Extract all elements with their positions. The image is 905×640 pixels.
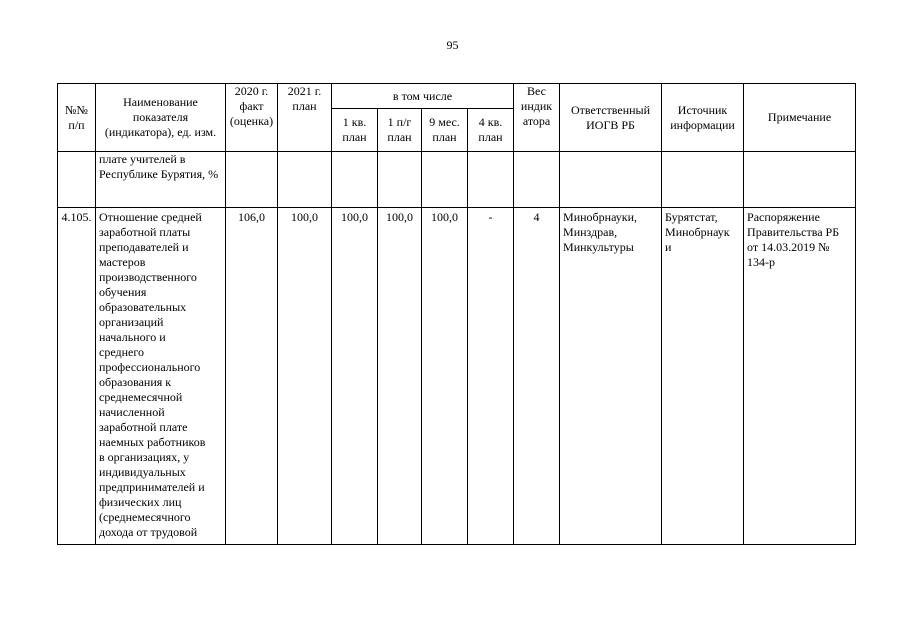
header-responsible: Ответственный ИОГВ РБ bbox=[560, 84, 662, 152]
row-0-plan bbox=[278, 152, 332, 208]
row-0-source bbox=[662, 152, 744, 208]
header-note: Примечание bbox=[744, 84, 856, 152]
row-1-responsible: Минобрнауки, Минздрав, Минкультуры bbox=[560, 208, 662, 545]
row-0-q1 bbox=[332, 152, 378, 208]
header-h1: 1 п/г план bbox=[378, 109, 422, 152]
header-source: Источник информации bbox=[662, 84, 744, 152]
row-1-num: 4.105. bbox=[58, 208, 96, 545]
header-num: №№ п/п bbox=[58, 84, 96, 152]
row-0-fact bbox=[226, 152, 278, 208]
row-1-h1: 100,0 bbox=[378, 208, 422, 545]
table-row bbox=[58, 208, 856, 545]
row-1-source: Бурятстат, Минобрнаук и bbox=[662, 208, 744, 545]
row-1-weight: 4 bbox=[514, 208, 560, 545]
header-q4: 4 кв. план bbox=[468, 109, 514, 152]
row-0-note bbox=[744, 152, 856, 208]
row-0-m9 bbox=[422, 152, 468, 208]
row-1-name: Отношение средней заработной платы преподавателей и мастеров производственного обучения образовательных организаций начального и среднего профессионального образования к среднемесячной начисленной заработной плате наемных работников в организациях, у индивидуальных предпринимателей и физических лиц (среднемесячного дохода от трудовой bbox=[96, 208, 226, 545]
page-number: 95 bbox=[446, 38, 459, 52]
table-header-row-1 bbox=[58, 84, 856, 109]
row-0-name: плате учителей в Республике Бурятия, % bbox=[96, 152, 226, 208]
row-0-q4 bbox=[468, 152, 514, 208]
row-1-plan: 100,0 bbox=[278, 208, 332, 545]
row-1-q4: - bbox=[468, 208, 514, 545]
header-including: в том числе bbox=[332, 84, 514, 109]
row-0-num bbox=[58, 152, 96, 208]
header-weight: Вес индик атора bbox=[514, 84, 560, 152]
row-1-fact: 106,0 bbox=[226, 208, 278, 545]
row-0-responsible bbox=[560, 152, 662, 208]
table-row bbox=[58, 152, 856, 208]
header-m9: 9 мес. план bbox=[422, 109, 468, 152]
header-fact-2020: 2020 г. факт (оценка) bbox=[226, 84, 278, 152]
header-q1: 1 кв. план bbox=[332, 109, 378, 152]
row-1-m9: 100,0 bbox=[422, 208, 468, 545]
row-1-note: Распоряжение Правительства РБ от 14.03.2019 № 134-р bbox=[744, 208, 856, 545]
row-0-weight bbox=[514, 152, 560, 208]
header-plan-2021: 2021 г. план bbox=[278, 84, 332, 152]
header-name: Наименование показателя (индикатора), ед. изм. bbox=[96, 84, 226, 152]
indicator-table bbox=[57, 83, 856, 545]
row-1-q1: 100,0 bbox=[332, 208, 378, 545]
row-0-h1 bbox=[378, 152, 422, 208]
